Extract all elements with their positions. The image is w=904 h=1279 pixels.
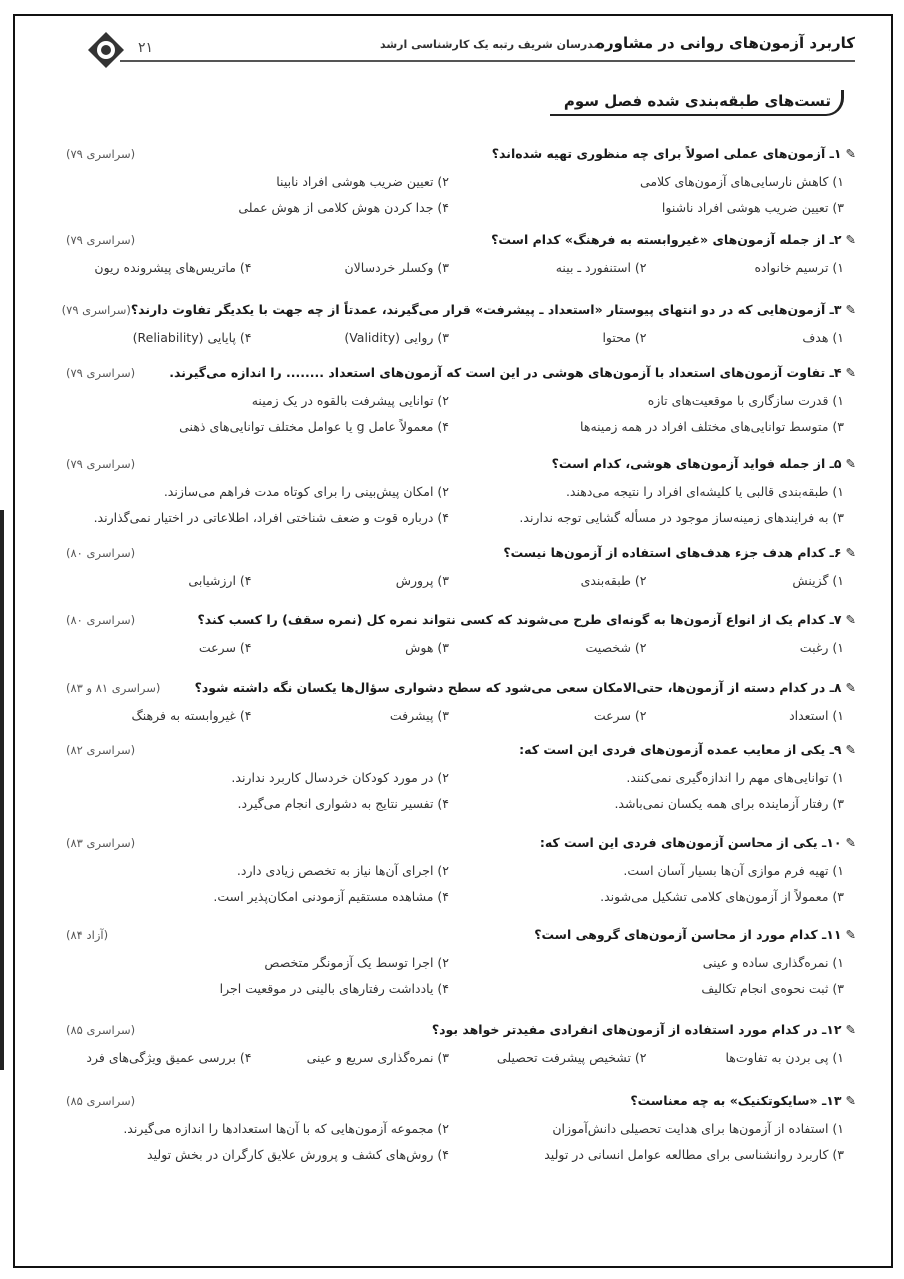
- option-4: ۴) جدا کردن هوش کلامی از هوش عملی: [238, 199, 449, 215]
- option-2: ۲) استنفورد ـ بینه: [555, 259, 647, 275]
- question-text: [503, 545, 856, 560]
- option-2: ۲) اجرای آن‌ها نیاز به تخصص زیادی دارد.: [236, 862, 449, 878]
- pencil-icon: ✎: [845, 146, 856, 161]
- option-4: ۴) بررسی عمیق ویژگی‌های فرد: [86, 1049, 252, 1065]
- option-1: ۱) پی بردن به تفاوت‌ها: [725, 1049, 844, 1065]
- options-row: [66, 702, 856, 728]
- option-2: ۲) طبقه‌بندی: [580, 572, 647, 588]
- option-4: ۴) غیروابسته به فرهنگ: [131, 707, 252, 723]
- option-1: ۱) طبقه‌بندی قالبی یا کلیشه‌ای افراد را نتیجه می‌دهند.: [565, 483, 844, 499]
- option-1: ۱) استعداد: [789, 707, 844, 723]
- pencil-icon: ✎: [845, 742, 856, 757]
- option-1: ۱) هدف: [802, 329, 844, 345]
- option-3: ۳) هوش: [405, 639, 449, 655]
- options-row: [66, 883, 856, 909]
- options-row: [66, 413, 856, 439]
- question-8: [66, 680, 856, 728]
- question-text: [491, 232, 856, 247]
- options-row: [66, 1141, 856, 1167]
- question-label: ۲ـ از جمله آزمون‌های «غیروابسته به فرهنگ» کدام است؟: [491, 232, 842, 247]
- option-2: ۲) تشخیص پیشرفت تحصیلی: [496, 1049, 647, 1065]
- option-4: ۴) یادداشت رفتارهای بالینی در موقعیت اجرا: [219, 980, 449, 996]
- question-text: [534, 927, 856, 942]
- question-source: (سراسری ۸۵): [66, 1023, 136, 1037]
- option-3: ۳) تعیین ضریب هوشی افراد ناشنوا: [661, 199, 844, 215]
- options-row: [66, 478, 856, 504]
- option-4: ۴) تفسیر نتایج به دشواری انجام می‌گیرد.: [237, 795, 449, 811]
- question-line: [66, 146, 856, 168]
- pencil-icon: ✎: [845, 612, 856, 627]
- option-4: ۴) درباره قوت و ضعف شناختی افراد، اطلاعاتی در اختیار نمی‌گذارند.: [93, 509, 449, 525]
- option-2: ۲) امکان پیش‌بینی را برای کوتاه مدت فراهم می‌سازند.: [163, 483, 449, 499]
- option-1: ۱) تهیه فرم موازی آن‌ها بسیار آسان است.: [623, 862, 844, 878]
- question-1: [66, 146, 856, 220]
- question-line: [66, 232, 856, 254]
- question-text: [552, 456, 856, 471]
- options-row: [66, 634, 856, 660]
- option-3: ۳) وکسلر خردسالان: [344, 259, 449, 275]
- question-label: ۹ـ یکی از معایب عمده آزمون‌های فردی این است که:: [519, 742, 842, 757]
- pencil-icon: ✎: [845, 545, 856, 560]
- option-1: ۱) نمره‌گذاری ساده و عینی: [702, 954, 844, 970]
- option-2: ۲) اجرا توسط یک آزمونگر متخصص: [264, 954, 449, 970]
- question-text: [630, 1093, 856, 1108]
- options-row: [66, 1044, 856, 1070]
- question-text: [131, 302, 856, 317]
- question-line: [66, 545, 856, 567]
- pencil-icon: ✎: [845, 232, 856, 247]
- question-5: [66, 456, 856, 530]
- option-1: ۱) توانایی‌های مهم را اندازه‌گیری نمی‌کنند.: [626, 769, 844, 785]
- option-3: ۳) معمولاً از آزمون‌های کلامی تشکیل می‌شوند.: [600, 888, 844, 904]
- question-text: [492, 146, 856, 161]
- option-1: ۱) قدرت سازگاری با موقعیت‌های تازه: [647, 392, 844, 408]
- option-2: ۲) در مورد کودکان خردسال کاربرد ندارند.: [231, 769, 449, 785]
- question-line: [66, 742, 856, 764]
- question-9: [66, 742, 856, 816]
- question-line: [61, 302, 856, 324]
- question-source: (سراسری ۸۳): [66, 836, 136, 850]
- options-row: [66, 949, 856, 975]
- question-label: ۳ـ آزمون‌هایی که در دو انتهای پیوستار «استعداد ـ پیشرفت» قرار می‌گیرند، عمدتاً از چه جهت با یکدیگر تفاوت دارند؟: [130, 302, 842, 317]
- question-label: ۱۱ـ کدام مورد از محاسن آزمون‌های گروهی است؟: [534, 927, 842, 942]
- page-number: ۲۱: [138, 40, 154, 56]
- question-line: [66, 1022, 856, 1044]
- pencil-icon: ✎: [845, 302, 856, 317]
- question-source: (سراسری ۷۹): [66, 147, 136, 161]
- question-label: ۸ـ در کدام دسته از آزمون‌ها، حتی‌الامکان سعی می‌شود که سطح دشواری سؤال‌ها یکسان نگه داشته شود؟: [194, 680, 842, 695]
- option-4: ۴) معمولاً عامل g یا عوامل مختلف توانایی‌های ذهنی: [179, 418, 449, 434]
- question-line: [66, 456, 856, 478]
- section-title: تست‌های طبقه‌بندی شده فصل سوم: [550, 90, 844, 116]
- options-row: [66, 567, 856, 593]
- pencil-icon: ✎: [845, 365, 856, 380]
- question-label: ۷ـ کدام یک از انواع آزمون‌ها به گونه‌ای طرح می‌شوند که کسی نتواند نمره کل (نمره سقف) را کسب کند؟: [197, 612, 842, 627]
- pencil-icon: ✎: [845, 1093, 856, 1108]
- question-text: [432, 1022, 856, 1037]
- question-line: [66, 680, 856, 702]
- option-4: ۴) پایایی (Reliability): [132, 329, 252, 345]
- options-row: [66, 254, 856, 280]
- options-row: [66, 1115, 856, 1141]
- question-line: [66, 835, 856, 857]
- question-label: ۱۳ـ «سایکوتکنیک» به چه معناست؟: [630, 1093, 842, 1108]
- question-text: [195, 680, 856, 695]
- question-7: [66, 612, 856, 660]
- option-1: ۱) ترسیم خانواده: [754, 259, 844, 275]
- pencil-icon: ✎: [845, 1022, 856, 1037]
- question-source: (سراسری ۷۹): [66, 457, 136, 471]
- option-2: ۲) محتوا: [602, 329, 647, 345]
- question-text: [519, 742, 856, 757]
- question-source: (سراسری ۸۱ و ۸۳): [66, 681, 161, 695]
- question-line: [66, 612, 856, 634]
- option-4: ۴) سرعت: [198, 639, 252, 655]
- option-2: ۲) سرعت: [593, 707, 647, 723]
- option-1: ۱) کاهش نارسایی‌های آزمون‌های کلامی: [639, 173, 844, 189]
- question-source: (سراسری ۸۵): [66, 1094, 136, 1108]
- options-row: [66, 387, 856, 413]
- publisher-name: مدرسان شریف رتبه یک کارشناسی ارشد: [380, 38, 601, 51]
- question-13: [66, 1093, 856, 1167]
- options-row: [66, 857, 856, 883]
- pencil-icon: ✎: [845, 927, 856, 942]
- scan-edge: [0, 510, 4, 1070]
- question-source: (سراسری ۷۹): [61, 303, 131, 317]
- question-label: ۱۰ـ یکی از محاسن آزمون‌های فردی این است که:: [539, 835, 842, 850]
- option-3: ۳) نمره‌گذاری سریع و عینی: [306, 1049, 449, 1065]
- question-11: [66, 927, 856, 1001]
- option-2: ۲) تعیین ضریب هوشی افراد نابینا: [276, 173, 449, 189]
- question-12: [66, 1022, 856, 1070]
- question-line: [66, 365, 856, 387]
- option-1: ۱) رغبت: [799, 639, 844, 655]
- question-source: (سراسری ۷۹): [66, 233, 136, 247]
- question-label: ۱ـ آزمون‌های عملی اصولاً برای چه منظوری تهیه شده‌اند؟: [491, 146, 842, 161]
- question-label: ۱۲ـ در کدام مورد استفاده از آزمون‌های انفرادی مفیدتر خواهد بود؟: [431, 1022, 842, 1037]
- question-6: [66, 545, 856, 593]
- section-heading: [550, 90, 844, 118]
- question-2: [66, 232, 856, 280]
- question-text: [540, 835, 856, 850]
- option-3: ۳) ثبت نحوه‌ی انجام تکالیف: [701, 980, 844, 996]
- options-row: [66, 504, 856, 530]
- options-row: [66, 790, 856, 816]
- option-1: ۱) گزینش: [792, 572, 844, 588]
- pencil-icon: ✎: [845, 456, 856, 471]
- option-4: ۴) ماتریس‌های پیشرونده ریون: [94, 259, 252, 275]
- option-4: ۴) مشاهده مستقیم آزمودنی امکان‌پذیر است.: [213, 888, 449, 904]
- pencil-icon: ✎: [845, 680, 856, 695]
- pencil-icon: ✎: [845, 835, 856, 850]
- question-label: ۶ـ کدام هدف جزء هدف‌های استفاده از آزمون‌ها نیست؟: [503, 545, 842, 560]
- option-4: ۴) روش‌های کشف و پرورش علایق کارگران در بخش تولید: [147, 1146, 449, 1162]
- option-4: ۴) ارزشیابی: [188, 572, 252, 588]
- question-text: [169, 365, 856, 380]
- question-label: ۵ـ از جمله فواید آزمون‌های هوشی، کدام است؟: [551, 456, 842, 471]
- options-row: [66, 194, 856, 220]
- question-10: [66, 835, 856, 909]
- question-source: (سراسری ۸۰): [66, 546, 136, 560]
- chapter-title: کاربرد آزمون‌های روانی در مشاوره: [596, 34, 855, 52]
- question-source: (سراسری ۸۲): [66, 743, 136, 757]
- question-text: [198, 612, 856, 627]
- question-4: [66, 365, 856, 439]
- question-3: [61, 302, 856, 350]
- publisher-logo-icon: [86, 30, 126, 70]
- header-rule: [120, 60, 855, 62]
- option-2: ۲) توانایی پیشرفت بالقوه در یک زمینه: [251, 392, 449, 408]
- option-2: ۲) مجموعه آزمون‌هایی که با آن‌ها استعدادها را اندازه می‌گیرند.: [123, 1120, 449, 1136]
- question-line: [66, 1093, 856, 1115]
- option-3: ۳) روایی (Validity): [344, 329, 449, 345]
- question-source: (آزاد ۸۴): [66, 928, 109, 942]
- option-3: ۳) پرورش: [395, 572, 449, 588]
- question-label: ۴ـ تفاوت آزمون‌های استعداد با آزمون‌های هوشی در این است که آزمون‌های استعداد ........ را اندازه می‌گیرند.: [169, 365, 842, 380]
- question-source: (سراسری ۷۹): [66, 366, 136, 380]
- option-3: ۳) کاربرد روانشناسی برای مطالعه عوامل انسانی در تولید: [544, 1146, 844, 1162]
- options-row: [66, 324, 856, 350]
- options-row: [66, 168, 856, 194]
- page-header: [80, 32, 855, 64]
- option-1: ۱) استفاده از آزمون‌ها برای هدایت تحصیلی دانش‌آموزان: [552, 1120, 844, 1136]
- option-2: ۲) شخصیت: [585, 639, 647, 655]
- options-row: [66, 975, 856, 1001]
- question-source: (سراسری ۸۰): [66, 613, 136, 627]
- options-row: [66, 764, 856, 790]
- option-3: ۳) به فرایندهای زمینه‌ساز موجود در مسأله گشایی توجه ندارند.: [519, 509, 844, 525]
- option-3: ۳) رفتار آزماینده برای همه یکسان نمی‌باشد.: [614, 795, 844, 811]
- option-3: ۳) پیشرفت: [389, 707, 449, 723]
- option-3: ۳) متوسط توانایی‌های مختلف افراد در همه زمینه‌ها: [580, 418, 844, 434]
- question-line: [66, 927, 856, 949]
